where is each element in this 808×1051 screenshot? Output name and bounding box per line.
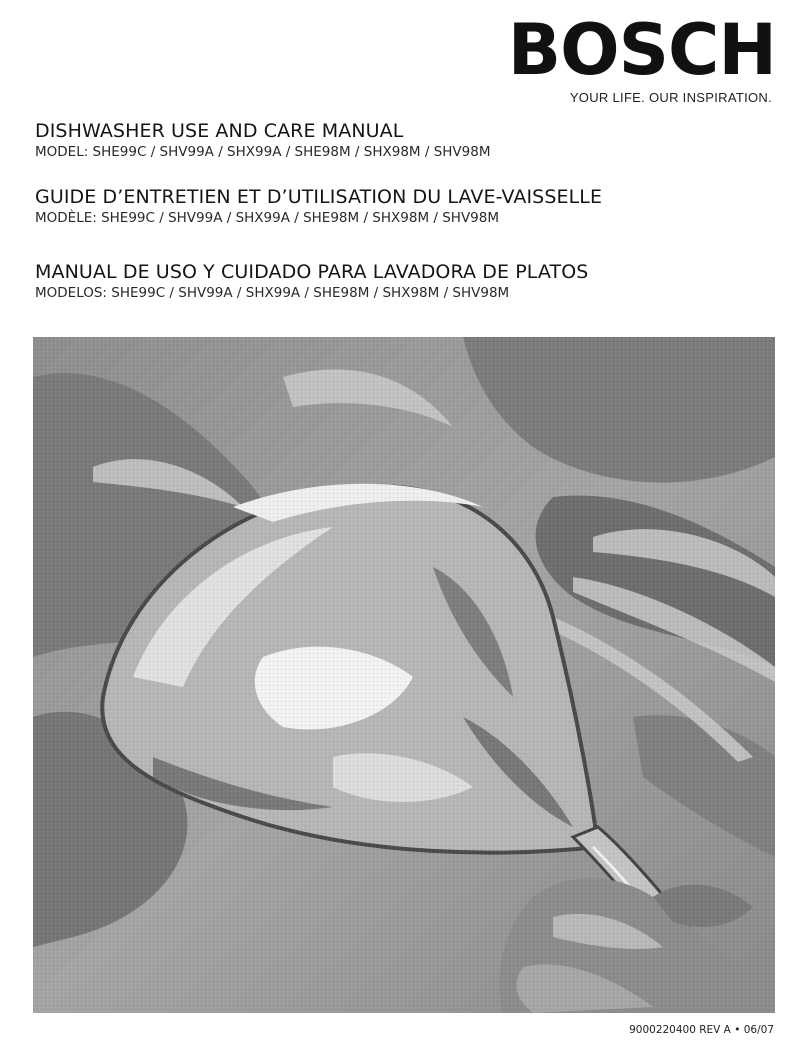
bosch-logo: BOSCH bbox=[507, 9, 776, 91]
photo-grain bbox=[33, 337, 775, 1013]
wine-glass-illustration bbox=[33, 337, 775, 1013]
document-number: 9000220400 REV A • 06/07 bbox=[629, 1024, 774, 1036]
wine-glass-photo bbox=[33, 337, 775, 1013]
french-heading bbox=[35, 185, 775, 227]
english-title: DISHWASHER USE AND CARE MANUAL bbox=[35, 120, 404, 142]
brand-header bbox=[507, 9, 776, 105]
spanish-models: MODELOS: SHE99C / SHV99A / SHX99A / SHE98M / SHX98M / SHV98M bbox=[35, 285, 510, 301]
french-models: MODÈLE: SHE99C / SHV99A / SHX99A / SHE98M / SHX98M / SHV98M bbox=[35, 210, 500, 226]
brand-tagline: YOUR LIFE. OUR INSPIRATION. bbox=[569, 90, 772, 105]
english-models: MODEL: SHE99C / SHV99A / SHX99A / SHE98M / SHX98M / SHV98M bbox=[35, 144, 491, 160]
english-heading bbox=[35, 119, 775, 161]
spanish-title: MANUAL DE USO Y CUIDADO PARA LAVADORA DE PLATOS bbox=[35, 261, 589, 283]
spanish-heading bbox=[35, 260, 775, 302]
french-title: GUIDE D’ENTRETIEN ET D’UTILISATION DU LAVE-VAISSELLE bbox=[35, 186, 603, 208]
